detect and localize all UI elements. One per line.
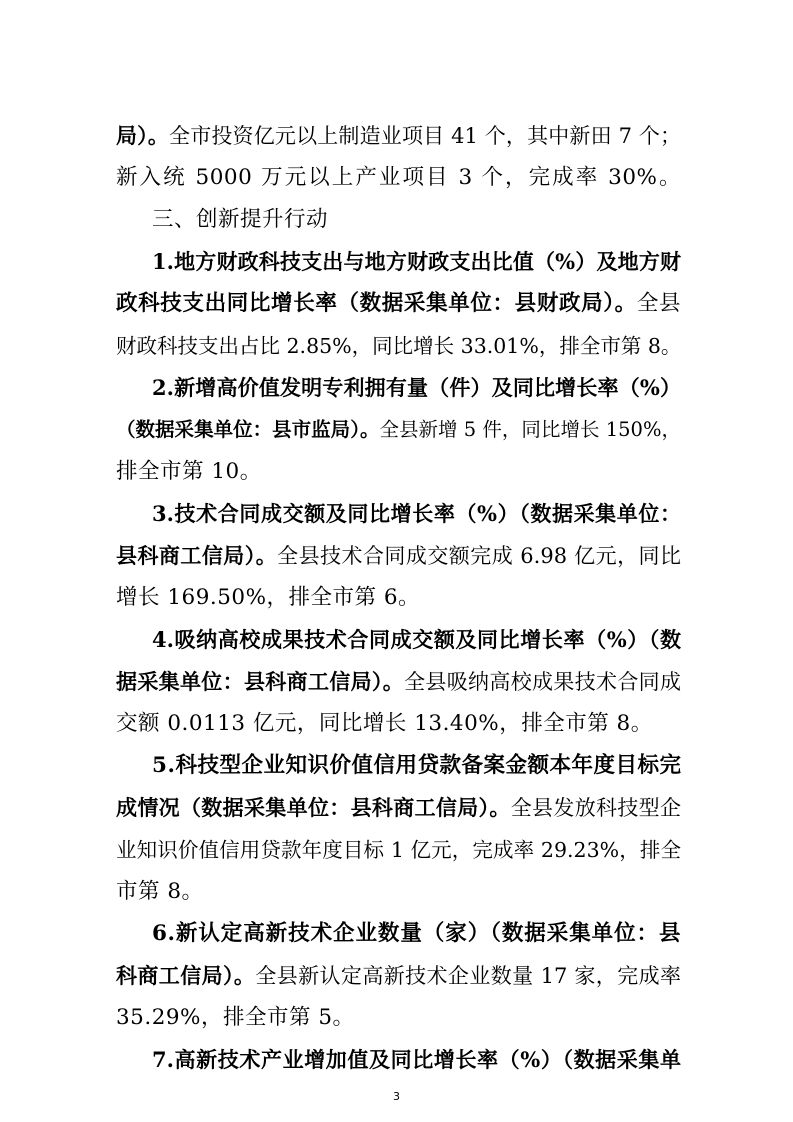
item-5-line-2: 成情况（数据采集单位：县科商工信局）。全县发放科技型企 [116,795,682,820]
item-2-line-1: 2.新增高价值发明专利拥有量（件）及同比增长率（%） [152,375,681,400]
item-3-line-2: 县科商工信局）。全县技术合同成交额完成 6.98 亿元，同比 [116,543,682,568]
item-4-line-3: 交额 0.0113 亿元，同比增长 13.40%，排全市第 8。 [116,711,653,736]
item-2-line-3: 排全市第 10。 [116,459,262,484]
item-3-line-3: 增长 169.50%，排全市第 6。 [116,585,421,610]
item-1-line-2: 政科技支出同比增长率（数据采集单位：县财政局）。全县 [116,291,681,316]
item-5-line-4: 市第 8。 [116,879,204,904]
section-heading: 三、创新提升行动 [152,207,329,232]
item-6-line-1: 6.新认定高新技术企业数量（家）（数据采集单位：县 [152,921,681,946]
item-6-line-2: 科商工信局）。全县新认定高新技术企业数量 17 家，完成率 [116,963,681,988]
item-7-line-1: 7.高新技术产业增加值及同比增长率（%）（数据采集单 [152,1047,681,1072]
item-4-line-1: 4.吸纳高校成果技术合同成交额及同比增长率（%）（数 [152,627,681,652]
page-number: 3 [393,1090,400,1103]
item-5-line-1: 5.科技型企业知识价值信用贷款备案金额本年度目标完 [152,753,682,778]
item-1-line-1: 1.地方财政科技支出与地方财政支出比值（%）及地方财 [152,249,681,274]
item-1-line-3: 财政科技支出占比 2.85%，同比增长 33.01%，排全市第 8。 [116,334,682,358]
item-3-line-1: 3.技术合同成交额及同比增长率（%）（数据采集单位： [152,501,681,526]
paragraph-line-2: 新入统 5000 万元以上产业项目 3 个，完成率 30%。 [116,165,681,190]
paragraph-line-1: 局）。全市投资亿元以上制造业项目 41 个，其中新田 7 个； [116,123,681,148]
item-4-line-2: 据采集单位：县科商工信局）。全县吸纳高校成果技术合同成 [116,669,682,694]
item-6-line-3: 35.29%，排全市第 5。 [116,1005,355,1030]
item-2-line-2: （数据采集单位：县市监局）。全县新增 5 件，同比增长 150%， [116,418,681,441]
item-5-line-3: 业知识价值信用贷款年度目标 1 亿元，完成率 29.23%，排全 [116,838,681,862]
